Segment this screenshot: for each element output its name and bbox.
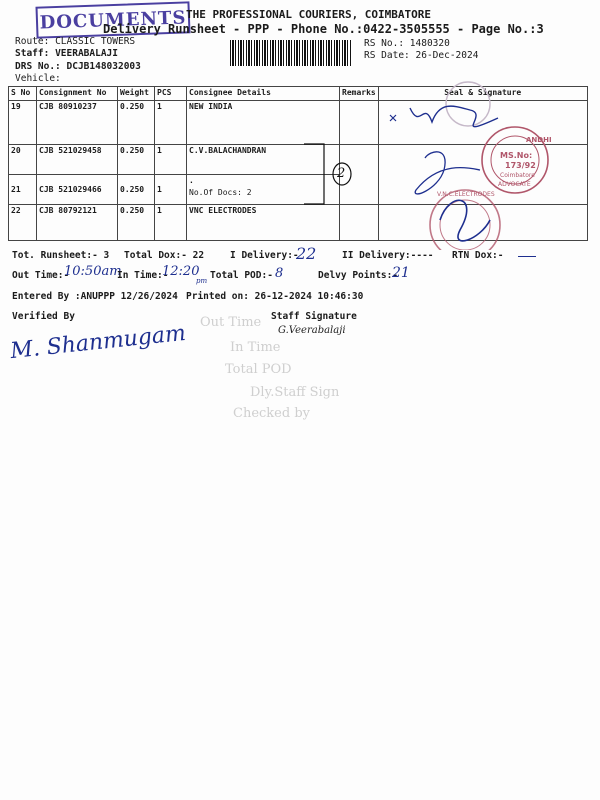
bleed-text: Total POD	[225, 362, 292, 377]
cell-consignee: C.V.BALACHANDRAN	[187, 145, 340, 175]
vnc-seal-text: V.N.C.ELECTRODES	[437, 191, 495, 198]
delivery-points-label: Delvy Points:-	[318, 270, 399, 281]
bleed-text: In Time	[230, 340, 281, 355]
consignee-name: .	[189, 176, 194, 185]
rs-no-value: 1480320	[409, 38, 450, 49]
seal-city: Coimbatore	[500, 172, 535, 179]
cell-pcs: 1	[155, 145, 187, 175]
printed-on: Printed on: 26-12-2024 10:46:30	[186, 291, 364, 302]
i-delivery-value: 22	[296, 244, 317, 263]
cell-consignment: CJB 521029466	[37, 175, 118, 205]
cell-sno: 22	[9, 205, 37, 241]
cell-pcs: 1	[155, 175, 187, 205]
vehicle-label: Vehicle:	[15, 73, 61, 84]
cell-weight: 0.250	[118, 145, 155, 175]
total-dox: Total Dox:- 22	[124, 250, 205, 261]
seal-ms-no: MS.No:	[500, 151, 533, 160]
total-pod-value: 8	[275, 266, 284, 281]
remark-brace	[300, 140, 360, 210]
cell-sno: 20	[9, 145, 37, 175]
col-remarks: Remarks	[340, 87, 379, 101]
cell-weight: 0.250	[118, 175, 155, 205]
rs-date-value: 26-Dec-2024	[415, 50, 479, 61]
in-time-value: 12:20	[162, 264, 200, 279]
cell-remarks	[340, 101, 379, 145]
in-time-label: In Time:-	[117, 270, 169, 281]
staff-signature: Staff Signature	[271, 311, 357, 322]
delivery-points-value: 21	[392, 265, 410, 281]
route-label: Route:	[15, 36, 50, 47]
rs-date-label: RS Date:	[364, 50, 410, 61]
seal-ms-num: 173/92	[505, 161, 536, 170]
col-seal: Seal & Signature	[378, 87, 587, 101]
col-consignee: Consignee Details	[187, 87, 340, 101]
cell-sno: 19	[9, 101, 37, 145]
rtn-dox: RTN Dox:-	[452, 250, 504, 261]
col-weight: Weight	[118, 87, 155, 101]
cell-consignee: VNC ELECTRODES	[187, 205, 340, 241]
rtn-dash	[518, 256, 536, 257]
rs-no-label: RS No.:	[364, 38, 405, 49]
drs-label: DRS No.:	[15, 61, 61, 72]
verifier-signature-hw: M. Shanmugam	[9, 320, 187, 365]
out-time-value: 10:50am	[64, 264, 122, 279]
ii-delivery: II Delivery:----	[342, 250, 434, 261]
cell-pcs: 1	[155, 205, 187, 241]
bleed-text: Out Time	[200, 315, 262, 330]
staff-line	[15, 48, 118, 59]
cell-weight: 0.250	[118, 205, 155, 241]
bleed-text: Checked by	[233, 406, 310, 421]
cell-consignment: CJB 80792121	[37, 205, 118, 241]
seal-arc-text: ANDHI	[526, 136, 552, 144]
bleed-text: Dly.Staff Sign	[250, 385, 340, 400]
cell-pcs: 1	[155, 101, 187, 145]
barcode	[230, 40, 352, 66]
no-of-docs: No.Of Docs: 2	[189, 188, 252, 197]
total-pod-label: Total POD:-	[210, 270, 273, 281]
company-title: THE PROFESSIONAL COURIERS, COIMBATORE	[186, 8, 432, 21]
in-time-suffix: pm	[196, 277, 208, 285]
route-line	[15, 36, 135, 47]
col-sno: S No	[9, 87, 37, 101]
staff-label: Staff:	[15, 48, 50, 59]
rs-date-line	[364, 50, 478, 61]
signature-marks	[380, 80, 590, 250]
cell-weight: 0.250	[118, 101, 155, 145]
route-value: CLASSIC TOWERS	[55, 36, 136, 47]
stamp-text: DOCUMENTS	[39, 6, 187, 34]
verified-by: Verified By	[12, 311, 75, 322]
i-delivery-label: I Delivery:-	[230, 250, 299, 261]
entered-by: Entered By :ANUPPP 12/26/2024	[12, 291, 178, 302]
cell-consignment: CJB 521029458	[37, 145, 118, 175]
out-time-label: Out Time:-	[12, 270, 70, 281]
rs-no-line	[364, 38, 450, 49]
drs-line	[15, 61, 141, 72]
cell-sno: 21	[9, 175, 37, 205]
cell-consignment: CJB 80910237	[37, 101, 118, 145]
col-consignment: Consignment No	[37, 87, 118, 101]
drs-value: DCJB148032003	[66, 61, 141, 72]
staff-signature-hw: G.Veerabalaji	[278, 325, 346, 336]
tot-runsheet: Tot. Runsheet:- 3	[12, 250, 110, 261]
runsheet-title: Delivery Runsheet - PPP - Phone No.:0422-3505555 - Page No.:3	[103, 22, 544, 36]
seal-role: ADVOCATE	[498, 181, 531, 188]
staff-value: VEERABALAJI	[55, 48, 118, 59]
col-pcs: PCS	[155, 87, 187, 101]
remark-circled-number: 2	[337, 166, 346, 181]
cell-consignee: NEW INDIA	[187, 101, 340, 145]
